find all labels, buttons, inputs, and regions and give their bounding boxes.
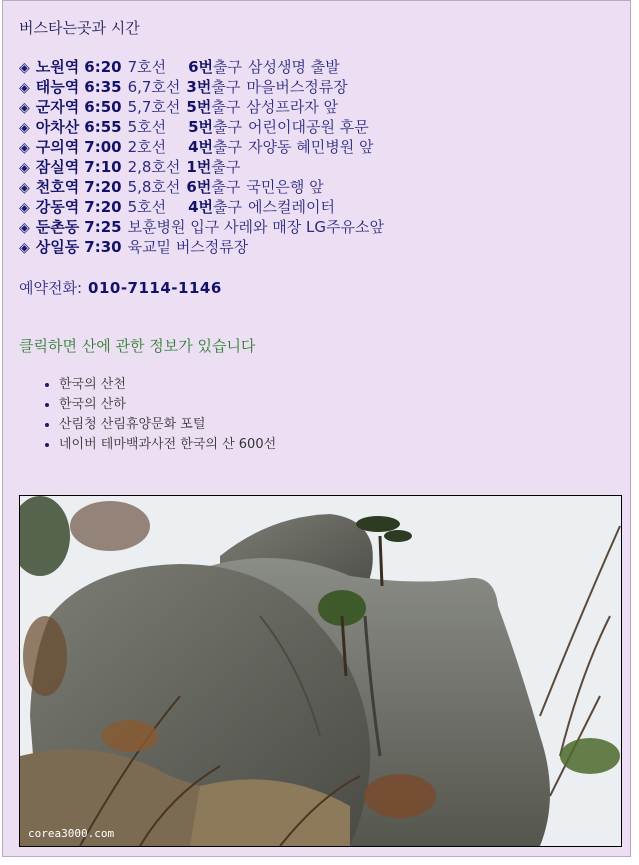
photo-watermark: corea3000.com (28, 827, 115, 840)
phone-number: 010-7114-1146 (88, 279, 222, 297)
exit-number: 6번 (186, 178, 212, 196)
exit-number: 4번 (188, 198, 214, 216)
link-item[interactable] (59, 395, 276, 415)
station-name: 강동역 (35, 198, 80, 216)
schedule-item (19, 97, 384, 117)
schedule-item (19, 197, 384, 217)
diamond-icon: ◈ (19, 200, 30, 216)
link-item[interactable] (59, 435, 276, 455)
subway-line: 2,8호선 (127, 158, 181, 176)
schedule-item (19, 77, 384, 97)
subway-line: 5,8호선 (127, 178, 181, 196)
exit-word: 출구 (213, 138, 243, 156)
meeting-place: 삼성생명 출발 (248, 58, 340, 76)
station-name: 상일동 (35, 238, 80, 256)
reservation-phone (19, 277, 222, 298)
exit-word: 출구 (211, 98, 241, 116)
diamond-icon: ◈ (19, 140, 30, 156)
link-korea-mountains[interactable]: 한국의 산천 (59, 377, 126, 392)
departure-time: 7:10 (84, 158, 122, 176)
bus-schedule-list (19, 57, 384, 257)
station-name: 잠실역 (35, 158, 80, 176)
meeting-place: 육교밑 버스정류장 (127, 238, 249, 256)
departure-time: 7:00 (84, 138, 122, 156)
exit-number: 5번 (188, 118, 214, 136)
meeting-place: 삼성프라자 앞 (246, 98, 339, 116)
schedule-item (19, 117, 384, 137)
page-title: 버스타는곳과 시간 (19, 19, 140, 37)
schedule-item (19, 237, 384, 257)
meeting-place: 어린이대공원 후문 (248, 118, 369, 136)
link-naver-encyclopedia[interactable]: 네이버 테마백과사전 한국의 산 600선 (59, 437, 277, 452)
exit-number: 5번 (186, 98, 212, 116)
subway-line: 5,7호선 (127, 98, 181, 116)
diamond-icon: ◈ (19, 240, 30, 256)
departure-time: 7:20 (84, 178, 122, 196)
station-name: 군자역 (35, 98, 80, 116)
info-text: 클릭하면 산에 관한 정보가 있습니다 (19, 337, 256, 355)
exit-word: 출구 (213, 58, 243, 76)
exit-word: 출구 (211, 158, 241, 176)
mountain-photo (19, 495, 622, 847)
departure-time: 6:55 (84, 118, 122, 136)
content-panel (2, 0, 631, 857)
exit-word: 출구 (213, 118, 243, 136)
station-name: 태능역 (35, 78, 80, 96)
schedule-item (19, 57, 384, 77)
meeting-place: 마을버스정류장 (246, 78, 348, 96)
schedule-item (19, 177, 384, 197)
exit-number: 6번 (188, 58, 214, 76)
departure-time: 6:35 (84, 78, 122, 96)
schedule-item (19, 137, 384, 157)
exit-word: 출구 (213, 198, 243, 216)
mountain-info-links (43, 375, 276, 455)
link-item[interactable] (59, 415, 276, 435)
departure-time: 7:30 (84, 238, 122, 256)
departure-time: 7:20 (84, 198, 122, 216)
schedule-item (19, 217, 384, 237)
subway-line: 7호선 (127, 58, 167, 76)
diamond-icon: ◈ (19, 60, 30, 76)
departure-time: 7:25 (84, 218, 122, 236)
diamond-icon: ◈ (19, 80, 30, 96)
station-name: 노원역 (35, 58, 80, 76)
schedule-item (19, 157, 384, 177)
exit-number: 4번 (188, 138, 214, 156)
diamond-icon: ◈ (19, 120, 30, 136)
exit-word: 출구 (211, 78, 241, 96)
rock-mountain-illustration (20, 496, 621, 846)
departure-time: 6:50 (84, 98, 122, 116)
exit-number: 1번 (186, 158, 212, 176)
link-item[interactable] (59, 375, 276, 395)
station-name: 아차산 (35, 118, 80, 136)
link-korea-rivers[interactable]: 한국의 산하 (59, 397, 126, 412)
diamond-icon: ◈ (19, 160, 30, 176)
station-name: 둔촌동 (35, 218, 80, 236)
phone-label: 예약전화: (19, 279, 83, 297)
meeting-place: 자양동 혜민병원 앞 (248, 138, 374, 156)
subway-line: 5호선 (127, 118, 167, 136)
station-name: 천호역 (35, 178, 80, 196)
subway-line: 6,7호선 (127, 78, 181, 96)
diamond-icon: ◈ (19, 180, 30, 196)
meeting-place: 국민은행 앞 (246, 178, 324, 196)
link-forest-portal[interactable]: 산림청 산림휴양문화 포털 (59, 417, 206, 432)
subway-line: 2호선 (127, 138, 167, 156)
departure-time: 6:20 (84, 58, 122, 76)
diamond-icon: ◈ (19, 220, 30, 236)
subway-line: 5호선 (127, 198, 167, 216)
meeting-place: 보훈병원 입구 사레와 매장 LG주유소앞 (127, 218, 384, 236)
exit-word: 출구 (211, 178, 241, 196)
diamond-icon: ◈ (19, 100, 30, 116)
station-name: 구의역 (35, 138, 80, 156)
meeting-place: 에스컬레이터 (248, 198, 335, 216)
exit-number: 3번 (186, 78, 212, 96)
